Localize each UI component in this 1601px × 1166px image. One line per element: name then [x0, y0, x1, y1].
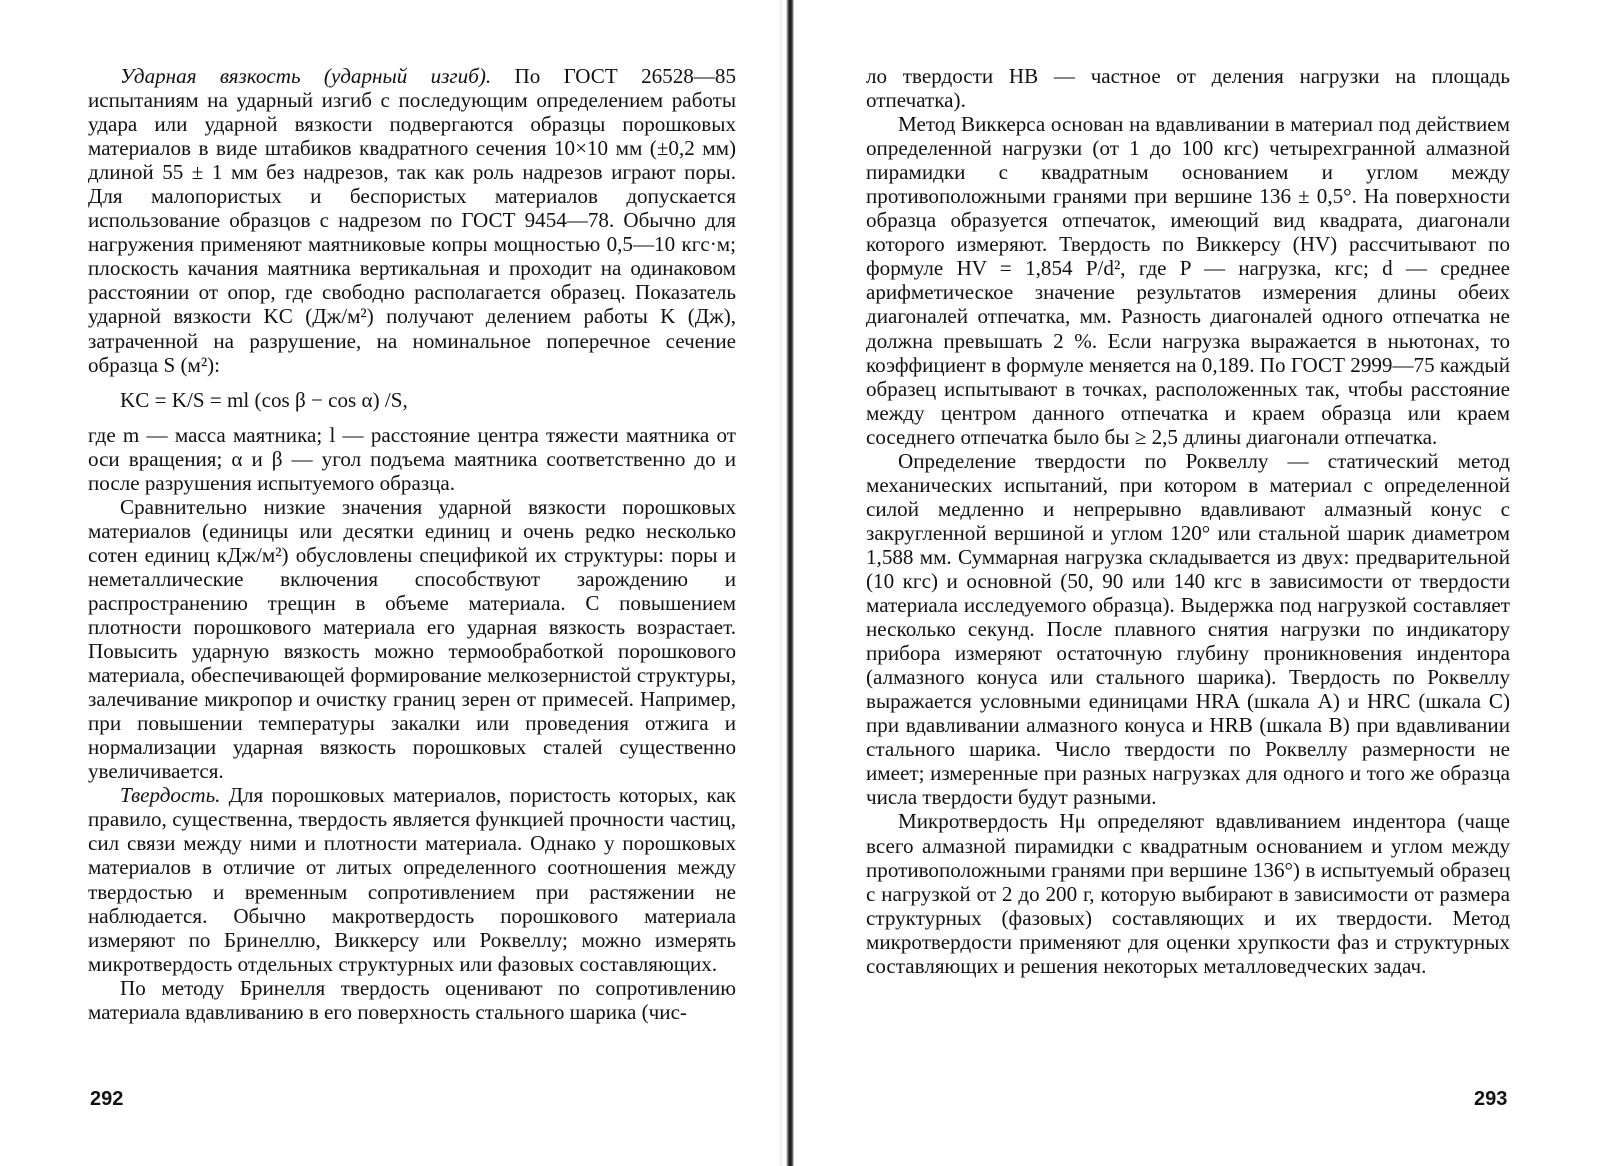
- page-number-left: 292: [90, 1088, 124, 1110]
- paragraph-text: Для порошковых материалов, пористость которых, как правило, существенна, твердость является функцией прочности частиц, сил связи между ними и плотности материала. Однако у порошковых материалов в отличие от литых определенного соотношения между твердостью и временным сопротивлением при растяжении не наблюдается. Обычно макротвердость порошкового материала измеряют по Бринеллю, Виккерсу или Роквеллу; можно измерять микротвердость отдельных структурных или фазовых составляющих.: [88, 783, 736, 976]
- paragraph-formula-legend: где m — масса маятника; l — расстояние центра тяжести маятника от оси вращения; α и β — угол подъема маятника соответственно до и после разрушения испытуемого образца.: [88, 422, 736, 495]
- left-page: [88, 64, 736, 1024]
- paragraph-lead: Твердость.: [120, 783, 221, 808]
- gutter-shadow: [778, 0, 782, 1166]
- paragraph-hardness: [88, 783, 736, 975]
- paragraph-brinell: По методу Бринелля твердость оценивают по сопротивлению материала вдавливанию в его поверхность стального шарика (чис-: [88, 975, 736, 1024]
- right-page: [866, 64, 1510, 978]
- paragraph-impact-toughness: [88, 64, 736, 377]
- paragraph-text: По ГОСТ 26528—85 испытаниям на ударный изгиб с последующим определением работы удара или ударной вязкости подвергаются образцы порошковых материалов в виде штабиков квадратного сечения 10×10 мм (±0,2 мм) длиной 55 ± 1 мм без надрезов, так как роль надрезов играют поры. Для малопористых и беспористых материалов допускается использование образцов с надрезом по ГОСТ 9454—78. Обычно для нагружения применяют маятниковые копры мощностью 0,5—10 кгс·м; плоскость качания маятника вертикальная и проходит на одинаковом расстоянии от опор, где свободно располагается образец. Показатель ударной вязкости KC (Дж/м²) получают делением работы K (Дж), затраченной на разрушение, на номинальное поперечное сечение образца S (м²):: [88, 64, 736, 377]
- paragraph-brinell-continued: ло твердости HB — частное от деления нагрузки на площадь отпечатка).: [866, 64, 1510, 113]
- paragraph-vickers: Метод Виккерса основан на вдавливании в материал под действием определенной нагрузки (от 1 до 100 кгс) четырехгранной алмазной пирамидки с квадратным основанием и углом между противоположными гранями при вершине 136 ± 0,5°. На поверхности образца образуется отпечаток, имеющий вид квадрата, диагонали которого измеряют. Твердость по Виккерсу (HV) рассчитывают по формуле HV = 1,854 P/d², где P — нагрузка, кгс; d — среднее арифметическое значение результатов измерения длины обеих диагоналей отпечатка, мм. Разность диагоналей одного отпечатка не должна превышать 2 %. Если нагрузка выражается в ньютонах, то коэффициент в формуле меняется на 0,189. По ГОСТ 2999—75 каждый образец испытывают в точках, расположенных так, чтобы расстояние между центром данного отпечатка и краем образца или краем соседнего отпечатка было бы ≥ 2,5 длины диагонали отпечатка.: [866, 112, 1510, 449]
- book-gutter: [786, 0, 794, 1166]
- right-page-text: [866, 64, 1510, 978]
- paragraph-microhardness: Микротвердость Hμ определяют вдавливанием индентора (чаще всего алмазной пирамидки с квадратным основанием и углом между противоположными гранями при вершине 136°) в испытуемый образец с нагрузкой от 2 до 200 г, которую выбирают в зависимости от размера структурных (фазовых) составляющих и их твердости. Метод микротвердости применяют для оценки хрупкости фаз и структурных составляющих и решения некоторых металловедческих задач.: [866, 809, 1510, 978]
- paragraph-lead: Ударная вязкость (ударный изгиб).: [120, 64, 492, 88]
- left-page-text: [88, 64, 736, 1024]
- paragraph-rockwell: Определение твердости по Роквеллу — статический метод механических испытаний, при котором в материал с определенной силой медленно и непрерывно вдавливают алмазный конус с закругленной вершиной и углом 120° или стальной шарик диаметром 1,588 мм. Суммарная нагрузка складывается из двух: предварительной (10 кгс) и основной (50, 90 или 140 кгс в зависимости от твердости материала исследуемого образца). Выдержка под нагрузкой составляет несколько секунд. После плавного снятия нагрузки по индикатору прибора измеряют остаточную глубину проникновения индентора (алмазного конуса или стального шарика). Твердость по Роквеллу выражается условными единицами HRA (шкала A) и HRC (шкала C) при вдавливании алмазного конуса и HRB (шкала B) при вдавливании стального шарика. Число твердости по Роквеллу размерности не имеет; измеренные при разных нагрузках для одного и того же образца числа твердости будут разными.: [866, 448, 1510, 810]
- page-number-right: 293: [1474, 1088, 1508, 1110]
- formula-kc: KC = K/S = ml (cos β − cos α) /S,: [120, 387, 408, 412]
- paragraph-low-toughness: Сравнительно низкие значения ударной вязкости порошковых материалов (единицы или десятки единиц и очень редко несколько сотен единиц кДж/м²) обусловлены спецификой их структуры: поры и неметаллические включения способствуют зарождению и распространению трещин в объеме материала. С повышением плотности порошкового материала его ударная вязкость возрастает. Повысить ударную вязкость можно термообработкой порошкового материала, обеспечивающей формирование мелкозернистой структуры, залечивание микропор и очистку границ зерен от примесей. Например, при повышении температуры закалки или проведения отжига и нормализации ударная вязкость порошковых сталей существенно увеличивается.: [88, 494, 736, 784]
